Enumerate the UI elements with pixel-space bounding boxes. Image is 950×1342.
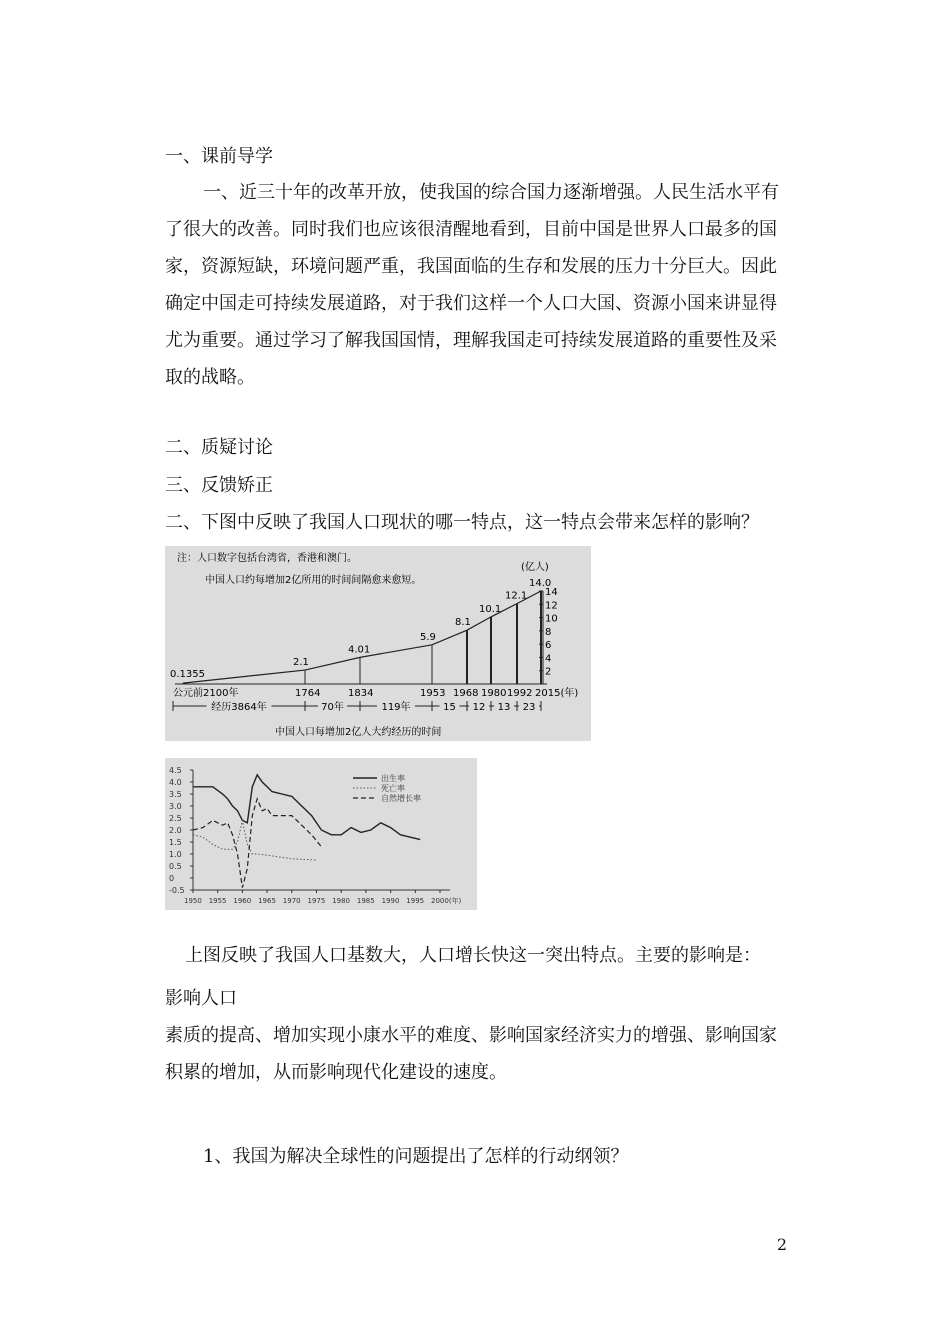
- chart2-y-tick-label: 2.5: [169, 814, 182, 823]
- section-heading-2: 二、质疑讨论: [165, 437, 273, 458]
- chart1-y-tick-label: 14: [545, 587, 558, 598]
- population-growth-figure: [165, 546, 591, 741]
- answer-line-1: 上图反映了我国人口基数大，人口增长快这一突出特点。主要的影响是：: [185, 945, 761, 966]
- question-2: 二、下图中反映了我国人口现状的哪一特点，这一特点会带来怎样的影响？: [165, 512, 759, 533]
- chart2-x-tick-label: 1985: [356, 897, 375, 905]
- chart2-x-tick-label: 2000(年): [431, 897, 462, 905]
- chart1-y-tick-label: 8: [545, 626, 552, 638]
- chart1-value-label: 2.1: [293, 657, 309, 669]
- chart2-y-tick-label: -0.5: [169, 886, 185, 895]
- chart1-value-label: 4.01: [348, 644, 371, 656]
- chart1-value-label: 12.1: [505, 590, 528, 602]
- chart1-x-label: 1953: [420, 688, 446, 699]
- chart1-y-tick-label: 12: [545, 600, 558, 612]
- chart2-y-tick-label: 4.0: [169, 778, 182, 787]
- chart1-interval-label: 13: [497, 702, 511, 713]
- chart2-x-tick-label: 1965: [258, 897, 276, 905]
- chart2-legend-label: 出生率: [381, 774, 405, 783]
- chart1-x-label: 1834: [348, 688, 374, 699]
- rates-figure: [165, 758, 477, 910]
- chart2-x-tick-label: 1970: [282, 897, 301, 905]
- chart1-x-label: 公元前2100年: [173, 688, 239, 699]
- section-heading-3: 三、反馈矫正: [165, 475, 273, 496]
- chart2-series-2: [193, 799, 321, 888]
- chart2-y-tick-label: 1.0: [169, 850, 182, 859]
- chart2-y-tick-label: 0: [169, 874, 175, 883]
- chart1-x-label: 1992: [507, 688, 533, 699]
- chart1-interval-label: 15: [443, 702, 456, 713]
- population-growth-chart: [165, 546, 591, 741]
- chart1-x-label: 2015(年): [535, 688, 579, 699]
- answer-paragraph: 素质的提高、增加实现小康水平的难度、影响国家经济实力的增强、影响国家积累的增加，从而影响现代化建设的速度。: [165, 1025, 777, 1083]
- answer-line-2: 影响人口: [165, 988, 237, 1009]
- chart2-y-tick-label: 3.5: [169, 790, 182, 799]
- chart2-series-1: [193, 820, 317, 860]
- intro-paragraph: 一、近三十年的改革开放，使我国的综合国力逐渐增强。人民生活水平有了很大的改善。同时我们也应该很清醒地看到，目前中国是世界人口最多的国家，资源短缺，环境问题严重，我国面临的生存和发展的压力十分巨大。因此确定中国走可持续发展道路，对于我们这样一个人口大国、资源小国来讲显得尤为重要。通过学习了解我国国情，理解我国走可持续发展道路的重要性及采取的战略。: [165, 182, 779, 388]
- chart1-x-label: 1980: [481, 688, 507, 699]
- chart1-interval-label: 70年: [321, 702, 344, 713]
- chart2-y-tick-label: 4.5: [169, 766, 182, 775]
- chart1-interval-label: 119年: [381, 702, 411, 713]
- chart2-x-tick-label: 1955: [208, 897, 227, 905]
- chart1-y-tick-label: 10: [545, 613, 558, 625]
- chart1-value-label: 14.0: [529, 578, 552, 589]
- chart1-subtitle: 中国人口约每增加2亿所用的时间间隔愈来愈短。: [205, 575, 422, 586]
- chart2-y-tick-label: 2.0: [169, 826, 182, 835]
- chart1-y-tick-label: 2: [545, 666, 552, 678]
- chart1-value-label: 0.1355: [170, 669, 205, 681]
- chart2-x-tick-label: 1975: [307, 897, 326, 905]
- chart1-y-tick-label: 6: [545, 640, 552, 652]
- chart1-caption: 中国人口每增加2亿人大约经历的时间: [275, 727, 442, 738]
- question-1: 1、我国为解决全球性的问题提出了怎样的行动纲领？: [203, 1146, 629, 1167]
- chart1-note: 注：人口数字包括台湾省，香港和澳门。: [177, 553, 357, 564]
- chart2-y-tick-label: 0.5: [169, 862, 182, 871]
- chart1-y-tick-label: 4: [545, 653, 552, 665]
- chart1-interval-label: 经历3864年: [211, 702, 267, 713]
- chart2-legend-label: 死亡率: [381, 784, 405, 793]
- chart1-x-label: 1968: [453, 688, 479, 699]
- section-heading-1: 一、课前导学: [165, 146, 273, 167]
- page-number: 2: [776, 1235, 787, 1254]
- chart1-interval-label: 12: [472, 702, 486, 713]
- chart2-x-tick-label: 1990: [381, 897, 400, 905]
- chart2-y-tick-label: 1.5: [169, 838, 182, 847]
- chart2-legend-label: 自然增长率: [381, 794, 421, 803]
- chart2-y-tick-label: 3.0: [169, 802, 182, 811]
- rates-chart: [165, 758, 477, 910]
- chart2-x-tick-label: 1980: [332, 897, 351, 905]
- chart2-x-tick-label: 1995: [406, 897, 425, 905]
- chart1-value-label: 8.1: [455, 617, 471, 629]
- chart1-interval-label: 23: [522, 702, 536, 713]
- chart1-value-label: 10.1: [479, 603, 502, 615]
- chart2-x-tick-label: 1960: [233, 897, 252, 905]
- chart1-ylabel: (亿人): [521, 562, 549, 573]
- chart1-x-label: 1764: [295, 688, 321, 699]
- chart2-x-tick-label: 1950: [184, 897, 202, 905]
- chart1-value-label: 5.9: [420, 631, 436, 643]
